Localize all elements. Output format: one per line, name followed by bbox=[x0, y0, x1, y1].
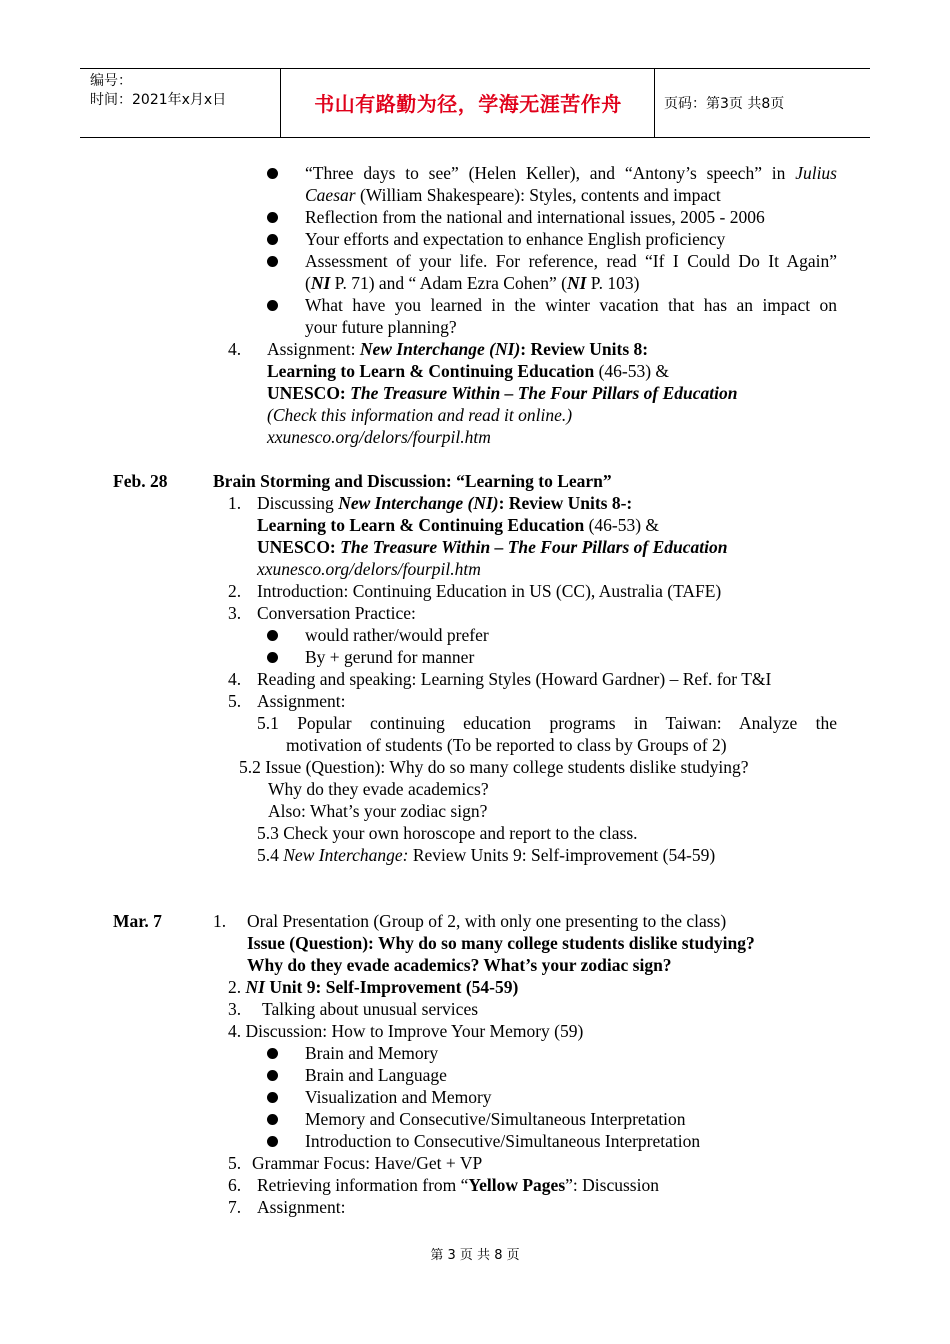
bullet-text: What have you learned in the winter vacation that has an impact on bbox=[305, 295, 837, 315]
list-item: Why do they evade academics? What’s your zodiac sign? bbox=[247, 955, 672, 975]
session-title: Brain Storming and Discussion: “Learning to Learn” bbox=[213, 471, 612, 491]
date-label: Mar. 7 bbox=[113, 911, 162, 931]
list-item: Reading and speaking: Learning Styles (Howard Gardner) – Ref. for T&I bbox=[257, 669, 772, 689]
bullet-text: Assessment of your life. For reference, read “If I Could Do It Again” bbox=[305, 251, 837, 271]
bullet-text: your future planning? bbox=[305, 317, 457, 337]
bullet-icon bbox=[267, 212, 278, 223]
list-item: xxunesco.org/delors/fourpil.htm bbox=[257, 559, 481, 579]
page-footer: 第 3 页 共 8 页 bbox=[430, 1248, 520, 1263]
bullet-icon bbox=[267, 1114, 278, 1125]
bullet-text: Caesar (William Shakespeare): Styles, contents and impact bbox=[305, 185, 721, 205]
sub-item: motivation of students (To be reported to class by Groups of 2) bbox=[286, 735, 727, 755]
bullet-icon bbox=[267, 1070, 278, 1081]
motto: 书山有路勤为径，学海无涯苦作舟 bbox=[314, 92, 622, 116]
bullet-icon bbox=[267, 1136, 278, 1147]
list-number: 6. bbox=[228, 1175, 242, 1195]
list-number: 7. bbox=[228, 1197, 242, 1217]
sub-item: 5.4 New Interchange: Review Units 9: Self-improvement (54-59) bbox=[257, 845, 716, 865]
bullet-text: would rather/would prefer bbox=[305, 625, 489, 645]
header-divider bbox=[280, 69, 281, 137]
date-label: Feb. 28 bbox=[113, 471, 168, 491]
bullet-text: Your efforts and expectation to enhance English proficiency bbox=[305, 229, 726, 249]
list-item: Learning to Learn & Continuing Education (46-53) & bbox=[257, 515, 660, 535]
time-label: 时间：2021年x月x日 bbox=[90, 92, 227, 108]
bullet-icon bbox=[267, 652, 278, 663]
bullet-text: (NI P. 71) and “ Adam Ezra Cohen” (NI P. 103) bbox=[305, 273, 640, 293]
list-number: 2. bbox=[228, 581, 242, 601]
bullet-icon bbox=[267, 256, 278, 267]
bullet-icon bbox=[267, 300, 278, 311]
bullet-text: “Three days to see” (Helen Keller), and “Antony’s speech” in Julius bbox=[305, 163, 837, 183]
bullet-text: By + gerund for manner bbox=[305, 647, 475, 667]
bullet-text: Memory and Consecutive/Simultaneous Interpretation bbox=[305, 1109, 686, 1129]
list-number: 1. bbox=[228, 493, 242, 513]
list-item: Retrieving information from “Yellow Pages”: Discussion bbox=[257, 1175, 659, 1195]
list-item: Oral Presentation (Group of 2, with only one presenting to the class) bbox=[247, 911, 727, 931]
bullet-text: Reflection from the national and international issues, 2005 - 2006 bbox=[305, 207, 765, 227]
sub-item: Why do they evade academics? bbox=[268, 779, 489, 799]
list-item: Assignment: bbox=[257, 691, 346, 711]
bullet-text: Visualization and Memory bbox=[305, 1087, 492, 1107]
header-divider bbox=[654, 69, 655, 137]
assignment-line: (Check this information and read it online.) bbox=[267, 405, 573, 425]
list-item: Talking about unusual services bbox=[262, 999, 479, 1019]
bullet-icon bbox=[267, 1048, 278, 1059]
list-item: UNESCO: The Treasure Within – The Four Pillars of Education bbox=[257, 537, 728, 557]
list-item: Issue (Question): Why do so many college students dislike studying? bbox=[247, 933, 755, 953]
bullet-icon bbox=[267, 1092, 278, 1103]
assignment-line: Learning to Learn & Continuing Education (46-53) & bbox=[267, 361, 670, 381]
sub-item: Also: What’s your zodiac sign? bbox=[268, 801, 488, 821]
list-number: 5. bbox=[228, 691, 242, 711]
list-number: 5. bbox=[228, 1153, 242, 1173]
list-item: Grammar Focus: Have/Get + VP bbox=[252, 1153, 483, 1173]
page-label: 页码：第3页 共8页 bbox=[664, 96, 785, 112]
list-number: 4. bbox=[228, 669, 242, 689]
list-item: Discussing New Interchange (NI): Review Units 8-: bbox=[257, 493, 633, 513]
bullet-text: Brain and Language bbox=[305, 1065, 447, 1085]
list-number: 4. bbox=[228, 339, 242, 359]
list-item: Conversation Practice: bbox=[257, 603, 416, 623]
list-item: 2. NI Unit 9: Self-Improvement (54-59) bbox=[228, 977, 519, 997]
list-number: 1. bbox=[213, 911, 227, 931]
assignment-line: UNESCO: The Treasure Within – The Four Pillars of Education bbox=[267, 383, 738, 403]
list-item: 4. Discussion: How to Improve Your Memory (59) bbox=[228, 1021, 584, 1041]
bullet-text: Introduction to Consecutive/Simultaneous Interpretation bbox=[305, 1131, 701, 1151]
number-label: 编号： bbox=[90, 73, 132, 89]
sub-item: 5.1 Popular continuing education programs in Taiwan: Analyze the bbox=[257, 713, 837, 733]
list-item: Introduction: Continuing Education in US (CC), Australia (TAFE) bbox=[257, 581, 722, 601]
bullet-text: Brain and Memory bbox=[305, 1043, 439, 1063]
assignment-line: Assignment: New Interchange (NI): Review Units 8: bbox=[267, 339, 649, 359]
list-item: Assignment: bbox=[257, 1197, 346, 1217]
sub-item: 5.3 Check your own horoscope and report to the class. bbox=[257, 823, 638, 843]
bullet-icon bbox=[267, 234, 278, 245]
list-number: 3. bbox=[228, 603, 242, 623]
bullet-icon bbox=[267, 168, 278, 179]
bullet-icon bbox=[267, 630, 278, 641]
list-number: 3. bbox=[228, 999, 242, 1019]
sub-item: 5.2 Issue (Question): Why do so many college students dislike studying? bbox=[239, 757, 749, 777]
assignment-url: xxunesco.org/delors/fourpil.htm bbox=[267, 427, 491, 447]
